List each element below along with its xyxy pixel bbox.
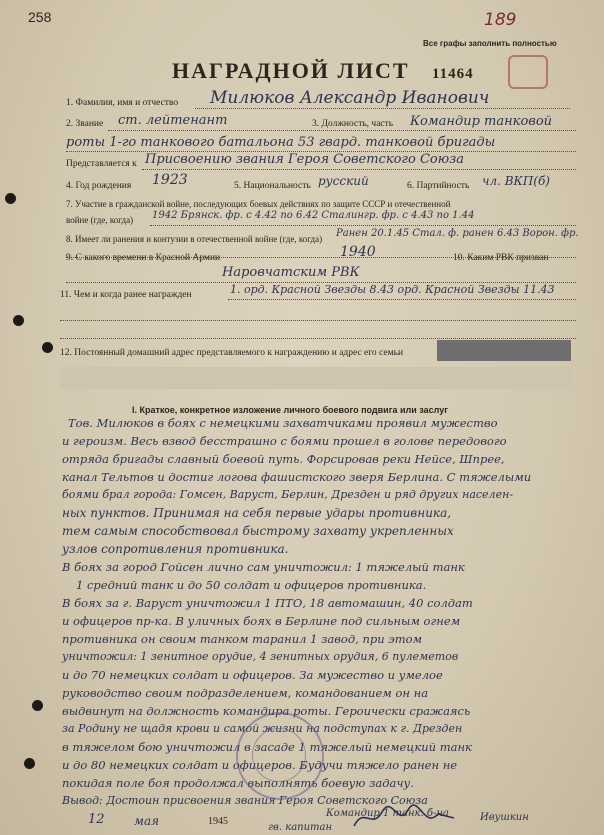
narrative-line: В боях за город Гойсен лично сам уничтожил: 1 тяжелый танк	[62, 560, 465, 574]
narrative-line: в тяжелом бою уничтожил в засаде 1 тяжелый немецкий танк	[62, 740, 472, 754]
field-5-label: 5. Национальность	[234, 181, 311, 191]
punch-hole-5	[24, 758, 35, 769]
pencil-scribble-mark	[508, 55, 548, 89]
field-2-label: 2. Звание	[66, 119, 104, 129]
field-9-value: 1940	[340, 244, 376, 260]
signature-date-year: 1945	[208, 816, 228, 827]
punch-hole-2	[13, 315, 24, 326]
punch-hole-4	[32, 700, 43, 711]
field-3-label: 3. Должность, часть	[312, 119, 394, 129]
field-10-value: Наровчатским РВК	[222, 265, 360, 280]
signature-date-month: мая	[134, 814, 160, 828]
narrative-line: 1 средний танк и до 50 солдат и офицеров противника.	[76, 578, 427, 592]
signature-date-day: 12	[88, 812, 105, 827]
pencil-number: 189	[484, 10, 517, 30]
present-line	[142, 169, 576, 170]
field-8-label: 8. Имеет ли ранения и контузии в отечественной войне (где, когда)	[66, 234, 323, 244]
narrative-line: ных пунктов. Принимая на себя первые удары противника,	[62, 506, 452, 520]
narrative-line: узлов сопротивления противника.	[62, 542, 289, 556]
narrative-line: покидая поле боя продолжал выполнять боевую задачу.	[62, 776, 414, 790]
field-7-label-a: 7. Участие в гражданской войне, последующих боевых действиях по защите СССР и отечественной	[66, 199, 451, 209]
field-11-line	[228, 299, 576, 300]
present-label: Представляется к	[66, 159, 137, 169]
narrative-line: и до 70 немецких солдат и офицеров. За мужество и умелое	[62, 668, 443, 682]
address-redaction-2	[60, 367, 572, 389]
narrative-line: руководство своим подразделением, командованием он на	[62, 686, 429, 700]
field-3-line	[108, 130, 576, 131]
round-stamp-inner	[252, 728, 306, 782]
narrative-line: противника он своим танком таранил 1 завод, при этом	[62, 632, 423, 646]
handwritten-signature	[350, 800, 460, 834]
narrative-line: и до 80 немецких солдат и офицеров. Будучи тяжело ранен не	[62, 758, 458, 772]
field-7-label-b: войне (где, когда)	[66, 215, 134, 225]
field-7-line	[150, 225, 576, 226]
page-title: НАГРАДНОЙ ЛИСТ	[172, 58, 410, 83]
narrative-line: и героизм. Весь взвод бесстрашно с боями прошел в голове передового	[62, 434, 507, 448]
field-8-value: Ранен 20.1.45 Стал. ф. ранен 6.43 Ворон. фр.	[336, 228, 579, 239]
sheet-number: 258	[28, 9, 52, 25]
field-12-label: 12. Постоянный домашний адрес представляемого к награждению и адрес его семьи	[60, 348, 404, 358]
field-5-value: русский	[318, 174, 369, 188]
signature-name: Ивушкин	[480, 812, 529, 823]
narrative-line: и офицеров пр-ка. В уличных боях в Берлине под сильным огнем	[62, 614, 461, 628]
section-heading: I. Краткое, конкретное изложение личного боевого подвига или заслуг	[132, 405, 448, 415]
field-6-label: 6. Партийность	[407, 181, 470, 191]
present-value: Присвоению звания Героя Советского Союза	[145, 152, 465, 167]
field-10-label: 10. Каким РВК призван	[453, 253, 549, 263]
field-11-value: 1. орд. Красной Звезды 8.43 орд. Красной Звезды 11.43	[230, 283, 555, 296]
signature-role: Командир 1 танк. б-на	[326, 808, 449, 819]
narrative-line: за Родину не щадя крови и самой жизни на подступах к г. Дрезден	[62, 722, 463, 735]
field-4-label: 4. Год рождения	[66, 181, 132, 191]
field-7-value: 1942 Брянск. фр. с 4.42 по 6.42 Сталингр. фр. с 4.43 по 1.44	[152, 210, 475, 221]
narrative-line: В боях за г. Варуст уничтожил 1 ПТО, 18 автомашин, 40 солдат	[62, 596, 473, 610]
field-3-value-cont: роты 1-го танкового батальона 53 гвард. танковой бригады	[66, 135, 496, 150]
field-6-value: чл. ВКП(б)	[482, 174, 550, 188]
field-1-label: 1. Фамилия, имя и отчество	[66, 98, 179, 108]
field-2-value: ст. лейтенант	[118, 113, 228, 128]
narrative-line: боями брал города: Гомсен, Варуст, Берлин, Дрезден и ряд других населен-	[62, 488, 514, 501]
narrative-line: тем самым способствовал быстрому захвату укрепленных	[62, 524, 454, 538]
field-11-line-3	[60, 338, 576, 339]
field-1-value: Милюков Александр Иванович	[210, 88, 490, 108]
address-redaction	[437, 340, 571, 361]
list-number: 11464	[432, 66, 474, 82]
narrative-line: Тов. Милюков в боях с немецкими захватчиками проявил мужество	[68, 416, 498, 430]
punch-hole-3	[42, 342, 53, 353]
field-11-line-2	[60, 320, 576, 321]
narrative-line: уничтожил: 1 зенитное орудие, 4 зенитных орудия, 6 пулеметов	[62, 650, 459, 663]
field-9-label: 9. С какого времени в Красной Армии	[66, 253, 221, 263]
fill-all-note: Все графы заполнить полностью	[423, 39, 557, 48]
field-11-label: 11. Чем и когда ранее награжден	[60, 290, 192, 300]
narrative-line: Вывод: Достоин присвоения звания Героя Советского Союза	[62, 794, 428, 807]
signature-rank: гв. капитан	[268, 822, 333, 833]
field-4-value: 1923	[152, 172, 188, 188]
punch-hole-1	[5, 193, 16, 204]
narrative-line: отряда бригады славный боевой путь. Форсировав реки Нейсе, Шпрее,	[62, 452, 505, 466]
field-1-line	[195, 108, 570, 109]
narrative-line: канал Тельтов и достиг логова фашистского зверя Берлина. С тяжелыми	[62, 470, 532, 484]
narrative-line: выдвинут на должность командира роты. Героически сражаясь	[62, 704, 471, 718]
field-3-value: Командир танковой	[410, 114, 553, 129]
